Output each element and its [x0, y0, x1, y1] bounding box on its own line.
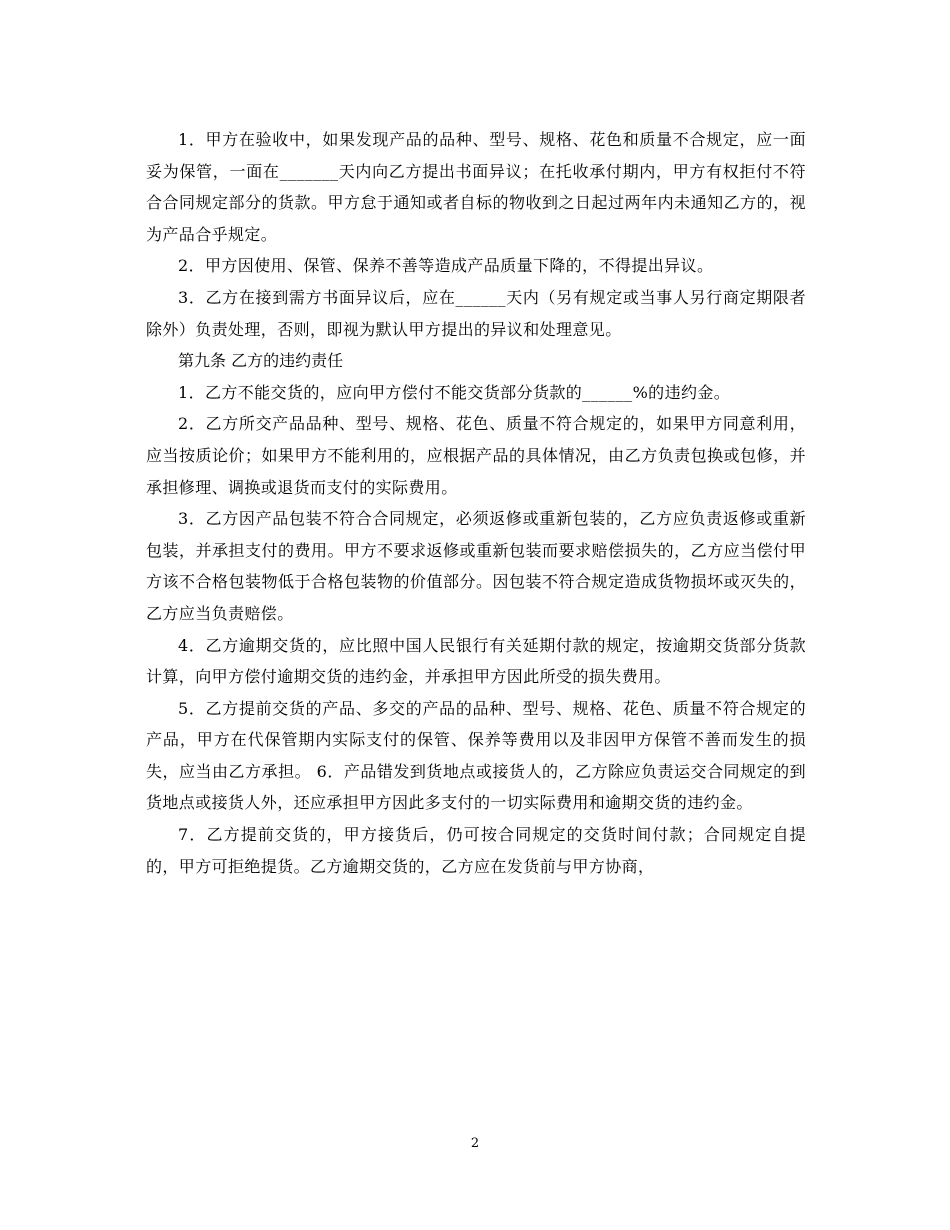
clause-8-item-3: 3．乙方在接到需方书面异议后，应在______天内（另有规定或当事人另行商定期限者除外）负责处理，否则，即视为默认甲方提出的异议和处理意见。: [146, 287, 806, 339]
clause-9-item-5-6: 5．乙方提前交货的产品、多交的产品的品种、型号、规格、花色、质量不符合规定的产品，甲方在代保管期内实际支付的保管、保养等费用以及非因甲方保管不善而发生的损失，应当由乙方承担。 6．产品错发到货地点或接货人的，乙方除应负责运交合同规定的到货地点或接货人外，还应承担甲方因此多支付的一切实际费用和逾期交货的违约金。: [146, 698, 806, 813]
clause-9-heading: 第九条 乙方的违约责任: [178, 351, 344, 371]
clause-9-item-7: 7．乙方提前交货的，甲方接货后，仍可按合同规定的交货时间付款；合同规定自提的，甲方可拒绝提货。乙方逾期交货的，乙方应在发货前与甲方协商，: [146, 825, 806, 876]
clause-8-item-1: 1．甲方在验收中，如果发现产品的品种、型号、规格、花色和质量不合规定，应一面妥为保管，一面在_______天内向乙方提出书面异议；在托收承付期内，甲方有权拒付不符合合同规定部分的货款。甲方怠于通知或者自标的物收到之日起过两年内未通知乙方的，视为产品合乎规定。: [146, 130, 806, 244]
clause-8-item-2: 2．甲方因使用、保管、保养不善等造成产品质量下降的，不得提出异议。: [178, 256, 714, 276]
clause-9-item-4: 4．乙方逾期交货的，应比照中国人民银行有关延期付款的规定，按逾期交货部分货款计算，向甲方偿付逾期交货的违约金，并承担甲方因此所受的损失费用。: [146, 635, 806, 687]
clause-9-item-3: 3．乙方因产品包装不符合合同规定，必须返修或重新包装的，乙方应负责返修或重新包装，并承担支付的费用。甲方不要求返修或重新包装而要求赔偿损失的，乙方应当偿付甲方该不合格包装物低于合格包装物的价值部分。因包装不符合规定造成货物损坏或灭失的，乙方应当负责赔偿。: [146, 509, 806, 623]
clause-9-item-1: 1．乙方不能交货的，应向甲方偿付不能交货部分货款的______%的违约金。: [178, 382, 731, 402]
page-number: 2: [470, 1136, 480, 1151]
document-body: [146, 124, 806, 882]
clause-9-item-2: 2．乙方所交产品品种、型号、规格、花色、质量不符合规定的，如果甲方同意利用，应当按质论价；如果甲方不能利用的，应根据产品的具体情况，由乙方负责包换或包修，并承担修理、调换或退货而支付的实际费用。: [146, 414, 806, 497]
